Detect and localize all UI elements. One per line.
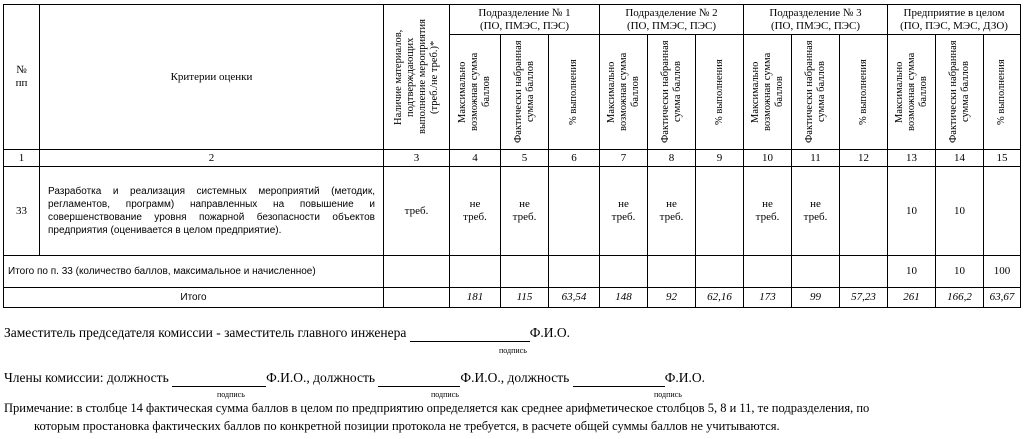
itogo-c11: 99 (792, 288, 840, 308)
col-number: 6 (549, 150, 600, 167)
header-materials (384, 5, 450, 150)
members-fio-1: Ф.И.О. (266, 370, 307, 385)
itogo-c7: 148 (600, 288, 648, 308)
col-number: 14 (936, 150, 984, 167)
subheader-pct: % выполнения (549, 35, 600, 150)
members-blank-3 (573, 370, 665, 387)
row-33-c13: 10 (888, 167, 936, 256)
group-1-title: Подразделение № 1 (478, 6, 571, 19)
subheader-pct: % выполнения (840, 35, 888, 150)
itogo-c6: 63,54 (549, 288, 600, 308)
itogo-33-c15: 100 (984, 256, 1021, 288)
group-2-header (600, 5, 744, 35)
col-number: 2 (40, 150, 384, 167)
subheader-fact: Фактически набранная сумма баллов (936, 35, 984, 150)
col-number: 5 (501, 150, 549, 167)
group-2-sub: (ПО, ПМЭС, ПЭС) (626, 19, 717, 32)
subheader-max: Максимально возможная сумма баллов (450, 35, 501, 150)
col-number: 10 (744, 150, 792, 167)
row-33-c4: не треб. (450, 167, 501, 256)
col-number: 7 (600, 150, 648, 167)
row-33 (4, 167, 1021, 256)
row-33-c5: не треб. (501, 167, 549, 256)
members-blank-1 (172, 370, 266, 387)
itogo-label: Итого (4, 288, 384, 308)
row-33-c14: 10 (936, 167, 984, 256)
evaluation-table (3, 4, 1021, 308)
row-itogo (4, 288, 1021, 308)
members-signature-line (4, 370, 705, 387)
header-num: № пп (4, 5, 40, 150)
itogo-33-c14: 10 (936, 256, 984, 288)
row-33-num: 33 (4, 167, 40, 256)
subheader-fact: Фактически набранная сумма баллов (792, 35, 840, 150)
note-line-2: которым простановка фактических баллов по конкретной позиции протокола не требуется, в расчете общей суммы баллов не учитываются. (34, 419, 780, 433)
row-33-c8: не треб. (648, 167, 696, 256)
members-fio-2: Ф.И.О. (460, 370, 501, 385)
col-number: 13 (888, 150, 936, 167)
group-1-sub: (ПО, ПМЭС, ПЭС) (479, 19, 570, 32)
row-itogo-33 (4, 256, 1021, 288)
col-number: 1 (4, 150, 40, 167)
subheader-max: Максимально возможная сумма баллов (744, 35, 792, 150)
itogo-c14: 166,2 (936, 288, 984, 308)
itogo-c15: 63,67 (984, 288, 1021, 308)
itogo-c10: 173 (744, 288, 792, 308)
col-number: 3 (384, 150, 450, 167)
itogo-c12: 57,23 (840, 288, 888, 308)
deputy-signature-blank (410, 325, 530, 342)
itogo-33-c13: 10 (888, 256, 936, 288)
itogo-c9: 62,16 (696, 288, 744, 308)
row-33-c9 (696, 167, 744, 256)
col-number: 9 (696, 150, 744, 167)
subheader-max: Максимально возможная сумма баллов (888, 35, 936, 150)
group-2-title: Подразделение № 2 (625, 6, 718, 19)
itogo-c5: 115 (501, 288, 549, 308)
subheader-max: Максимально возможная сумма баллов (600, 35, 648, 150)
itogo-c13: 261 (888, 288, 936, 308)
group-3-header (744, 5, 888, 35)
group-4-sub: (ПО, ПЭС, МЭС, ДЗО) (900, 19, 1008, 32)
members-podpis-caption-1: подпись (217, 390, 245, 399)
deputy-signature-line (4, 325, 570, 342)
itogo-33-label: Итого по п. 33 (количество баллов, максимальное и начисленное) (4, 256, 384, 288)
members-text: Члены комиссии: должность (4, 370, 169, 385)
row-33-c7: не треб. (600, 167, 648, 256)
column-number-row (4, 150, 1021, 167)
row-33-criteria: Разработка и реализация системных мероприятий (методик, регламентов, программ) направленных на повышение и совершенствование уровня пожарной безопасности объектов предприятия (оценивается в целом предприятие). (40, 167, 384, 256)
col-number: 11 (792, 150, 840, 167)
subheader-fact: Фактически набранная сумма баллов (501, 35, 549, 150)
subheader-pct: % выполнения (696, 35, 744, 150)
group-4-title: Предприятие в целом (903, 6, 1005, 19)
members-podpis-caption-2: подпись (431, 390, 459, 399)
row-33-materials: треб. (384, 167, 450, 256)
members-dolzh-2: , должность (500, 370, 570, 385)
subheader-fact: Фактически набранная сумма баллов (648, 35, 696, 150)
header-criteria: Критерии оценки (40, 5, 384, 150)
itogo-c4: 181 (450, 288, 501, 308)
col-number: 15 (984, 150, 1021, 167)
row-33-c15 (984, 167, 1021, 256)
col-number: 8 (648, 150, 696, 167)
group-4-header (888, 5, 1021, 35)
deputy-text: Заместитель председателя комиссии - заместитель главного инженера (4, 325, 407, 340)
row-33-c10: не треб. (744, 167, 792, 256)
group-3-title: Подразделение № 3 (769, 6, 862, 19)
note-line-1: Примечание: в столбце 14 фактическая сумма баллов в целом по предприятию определяется как среднее арифметическое столбцов 5, 8 и 11, те подразделения, по (4, 401, 870, 415)
deputy-fio: Ф.И.О. (529, 325, 571, 340)
col-number: 12 (840, 150, 888, 167)
row-33-c6 (549, 167, 600, 256)
subheader-pct: % выполнения (984, 35, 1021, 150)
members-podpis-caption-3: подпись (654, 390, 682, 399)
itogo-c8: 92 (648, 288, 696, 308)
group-1-header (450, 5, 600, 35)
members-blank-2 (378, 370, 460, 387)
row-33-c12 (840, 167, 888, 256)
group-3-sub: (ПО, ПМЭС, ПЭС) (770, 19, 861, 32)
header-materials-text: Наличие материалов, подтверждающих выполнение мероприятия (треб./не треб.)* (392, 19, 440, 135)
col-number: 4 (450, 150, 501, 167)
deputy-podpis-caption: подпись (499, 346, 527, 355)
members-dolzh-1: , должность (306, 370, 376, 385)
members-fio-3: Ф.И.О. (664, 370, 705, 385)
row-33-c11: не треб. (792, 167, 840, 256)
